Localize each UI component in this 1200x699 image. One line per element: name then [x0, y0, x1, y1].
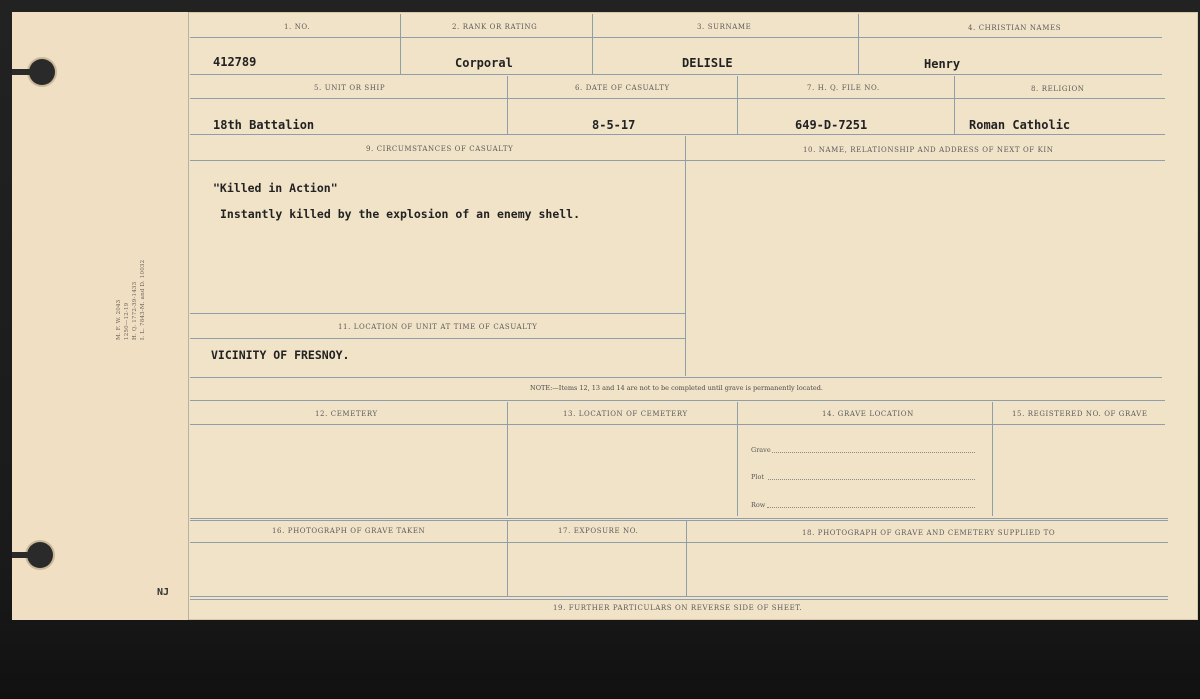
- rule: [190, 424, 1165, 425]
- label-grave: Grave: [751, 446, 771, 454]
- imprint-line: 1250—12-19: [124, 302, 130, 340]
- value-no: 412789: [213, 55, 257, 69]
- rule: [190, 400, 1165, 401]
- printer-imprint: [115, 260, 147, 340]
- rule: [190, 542, 1168, 543]
- value-circumstances-line1: "Killed in Action": [213, 181, 338, 195]
- imprint-line: H. Q. 1772-39-1433: [132, 281, 138, 340]
- rule: [190, 98, 1165, 99]
- rule: [507, 402, 508, 516]
- punch-hole-bottom: [27, 542, 53, 568]
- header-cemetery: 12. CEMETERY: [315, 410, 378, 418]
- header-location-of-unit: 11. LOCATION OF UNIT AT TIME OF CASUALTY: [338, 323, 538, 331]
- rule: [954, 76, 955, 134]
- rule: [190, 599, 1168, 600]
- header-photograph-taken: 16. PHOTOGRAPH OF GRAVE TAKEN: [272, 527, 426, 535]
- label-plot: Plot: [751, 473, 764, 481]
- header-photograph-supplied: 18. PHOTOGRAPH OF GRAVE AND CEMETERY SUPPLIED TO: [802, 529, 1056, 537]
- rule: [190, 134, 1165, 135]
- rule: [507, 520, 508, 596]
- rule: [400, 14, 401, 74]
- header-further-particulars: 19. FURTHER PARTICULARS ON REVERSE SIDE OF SHEET.: [553, 604, 803, 612]
- rule: [190, 596, 1168, 597]
- rule: [507, 76, 508, 134]
- plot-dotted-line: [768, 478, 975, 480]
- rule: [190, 518, 1168, 519]
- value-circumstances-line2: Instantly killed by the explosion of an enemy shell.: [220, 207, 581, 221]
- rule: [190, 377, 1162, 378]
- header-rank: 2. RANK OR RATING: [452, 23, 538, 31]
- header-no: 1. NO.: [284, 23, 311, 31]
- header-next-of-kin: 10. NAME, RELATIONSHIP AND ADDRESS OF NEXT OF KIN: [803, 146, 1054, 154]
- header-exposure-no: 17. EXPOSURE NO.: [558, 527, 639, 535]
- rule: [190, 160, 1165, 161]
- rule: [190, 74, 1162, 75]
- rule: [190, 37, 1162, 38]
- value-rank: Corporal: [455, 56, 513, 70]
- label-row: Row: [751, 501, 766, 509]
- value-hq-file-no: 649-D-7251: [795, 118, 868, 132]
- header-registered-no: 15. REGISTERED NO. OF GRAVE: [1012, 410, 1148, 418]
- value-christian-names: Henry: [924, 57, 961, 71]
- value-location-of-unit: VICINITY OF FRESNOY.: [211, 348, 350, 362]
- value-religion: Roman Catholic: [969, 118, 1071, 132]
- header-circumstances: 9. CIRCUMSTANCES OF CASUALTY: [366, 145, 514, 153]
- header-date-of-casualty: 6. DATE OF CASUALTY: [575, 84, 670, 92]
- rule: [190, 313, 685, 314]
- card-stub: [12, 12, 189, 620]
- value-date-of-casualty: 8-5-17: [592, 118, 636, 132]
- header-unit: 5. UNIT OR SHIP: [314, 84, 386, 92]
- row-dotted-line: [767, 506, 975, 508]
- header-religion: 8. RELIGION: [1031, 85, 1085, 93]
- imprint-line: M. F. W. 2043: [116, 299, 122, 340]
- grave-dotted-line: [772, 451, 975, 453]
- rule: [592, 14, 593, 74]
- rule: [858, 14, 859, 74]
- punch-hole-top-slot: [12, 69, 30, 75]
- header-surname: 3. SURNAME: [697, 23, 752, 31]
- rule: [685, 136, 686, 376]
- note-text: NOTE:—Items 12, 13 and 14 are not to be completed until grave is permanently located.: [530, 384, 823, 392]
- value-surname: DELISLE: [682, 56, 733, 70]
- rule: [190, 520, 1168, 521]
- header-grave-location: 14. GRAVE LOCATION: [822, 410, 914, 418]
- imprint-line: I. L. 7843-M. and D. 10032: [140, 259, 146, 340]
- punch-hole-top: [29, 59, 55, 85]
- value-unit: 18th Battalion: [213, 118, 315, 132]
- rule: [190, 338, 685, 339]
- header-location-of-cemetery: 13. LOCATION OF CEMETERY: [563, 410, 688, 418]
- rule: [992, 402, 993, 516]
- header-hq-file-no: 7. H. Q. FILE NO.: [807, 84, 880, 92]
- rule: [737, 402, 738, 516]
- stub-code: NJ: [157, 587, 170, 598]
- punch-hole-bottom-slot: [12, 552, 30, 558]
- rule: [686, 520, 687, 596]
- rule: [737, 76, 738, 134]
- header-christian-names: 4. CHRISTIAN NAMES: [968, 24, 1062, 32]
